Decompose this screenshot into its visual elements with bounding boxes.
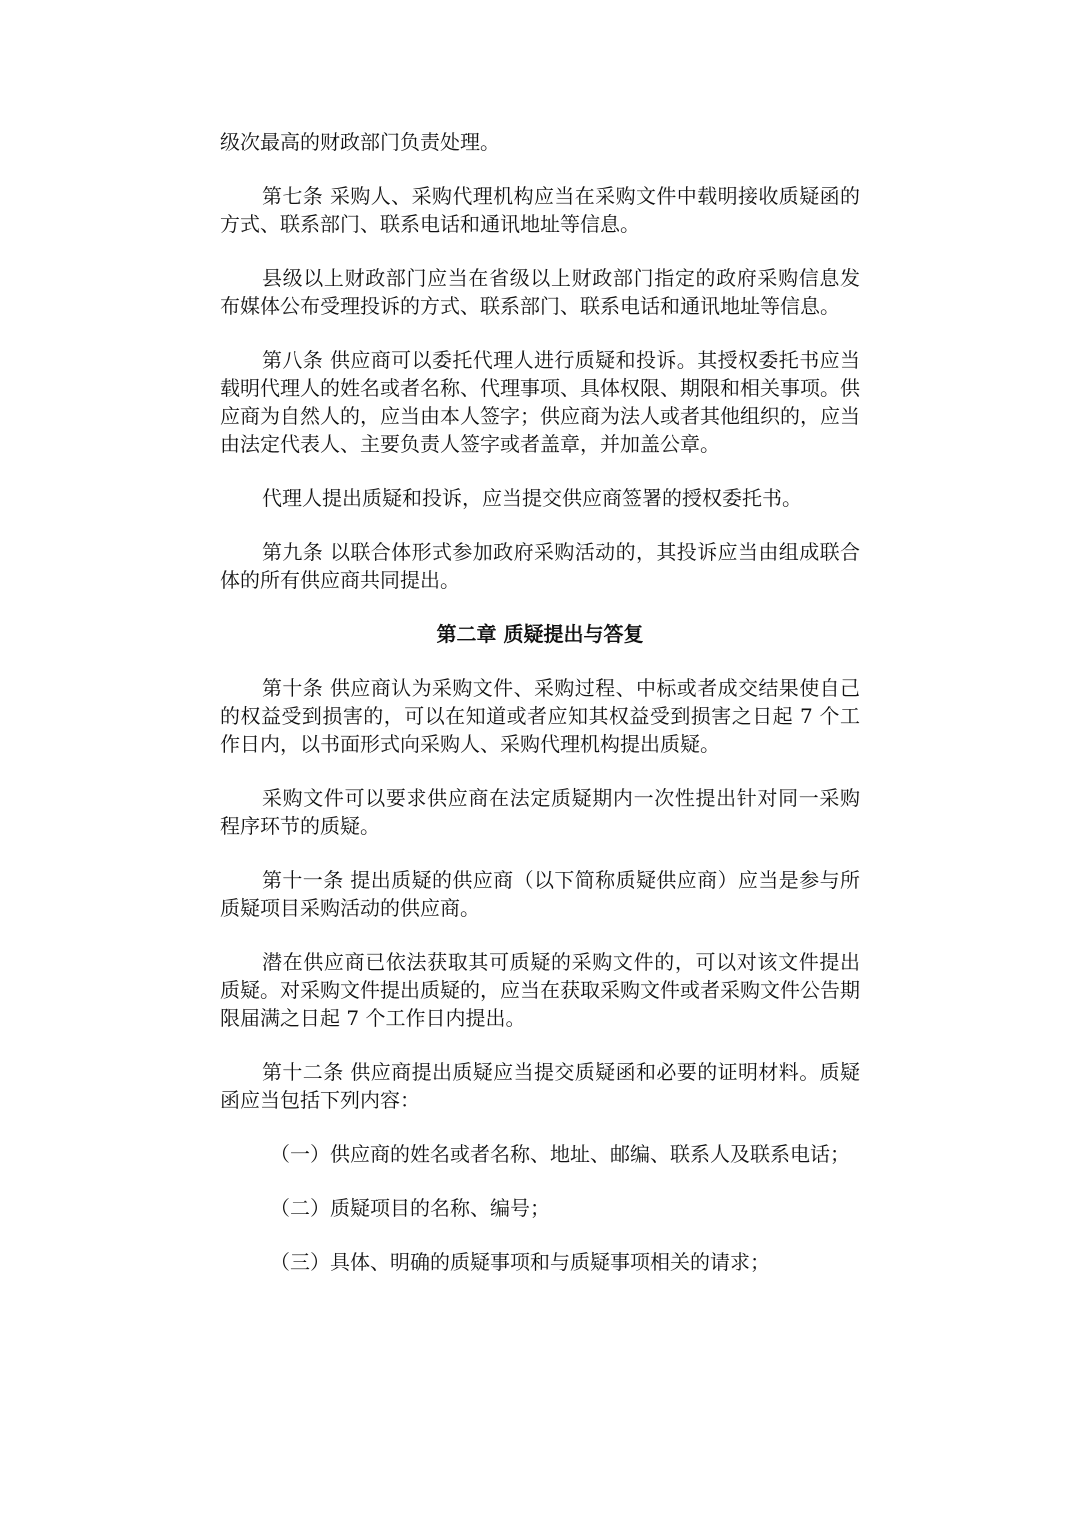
article-12-item-1: （一）供应商的姓名或者名称、地址、邮编、联系人及联系电话； [270, 1142, 850, 1166]
article-7-paragraph-2: 县级以上财政部门应当在省级以上财政部门指定的政府采购信息发布媒体公布受理投诉的方式、联系部门、联系电话和通讯地址等信息。 [220, 266, 860, 318]
article-7: 第七条 采购人、采购代理机构应当在采购文件中载明接收质疑函的方式、联系部门、联系电话和通讯地址等信息。 [220, 184, 860, 236]
chapter-2-heading: 第二章 质疑提出与答复 [436, 622, 644, 646]
article-10-paragraph-2: 采购文件可以要求供应商在法定质疑期内一次性提出针对同一采购程序环节的质疑。 [220, 786, 860, 838]
article-8-paragraph-2: 代理人提出质疑和投诉，应当提交供应商签署的授权委托书。 [262, 486, 802, 510]
article-12: 第十二条 供应商提出质疑应当提交质疑函和必要的证明材料。质疑函应当包括下列内容： [220, 1060, 860, 1112]
article-12-item-3: （三）具体、明确的质疑事项和与质疑事项相关的请求； [270, 1250, 770, 1274]
document-page [220, 128, 860, 1302]
article-12-item-2: （二）质疑项目的名称、编号； [270, 1196, 550, 1220]
article-11-paragraph-2: 潜在供应商已依法获取其可质疑的采购文件的，可以对该文件提出质疑。对采购文件提出质疑的，应当在获取采购文件或者采购文件公告期限届满之日起 7 个工作日内提出。 [220, 950, 860, 1030]
article-11: 第十一条 提出质疑的供应商（以下简称质疑供应商）应当是参与所质疑项目采购活动的供应商。 [220, 868, 860, 920]
article-10: 第十条 供应商认为采购文件、采购过程、中标或者成交结果使自己的权益受到损害的，可以在知道或者应知其权益受到损害之日起 7 个工作日内，以书面形式向采购人、采购代理机构提出质疑。 [220, 676, 860, 756]
article-8: 第八条 供应商可以委托代理人进行质疑和投诉。其授权委托书应当载明代理人的姓名或者名称、代理事项、具体权限、期限和相关事项。供应商为自然人的，应当由本人签字；供应商为法人或者其他组织的，应当由法定代表人、主要负责人签字或者盖章，并加盖公章。 [220, 348, 860, 456]
paragraph-continuation: 级次最高的财政部门负责处理。 [220, 130, 500, 154]
article-9: 第九条 以联合体形式参加政府采购活动的，其投诉应当由组成联合体的所有供应商共同提出。 [220, 540, 860, 592]
